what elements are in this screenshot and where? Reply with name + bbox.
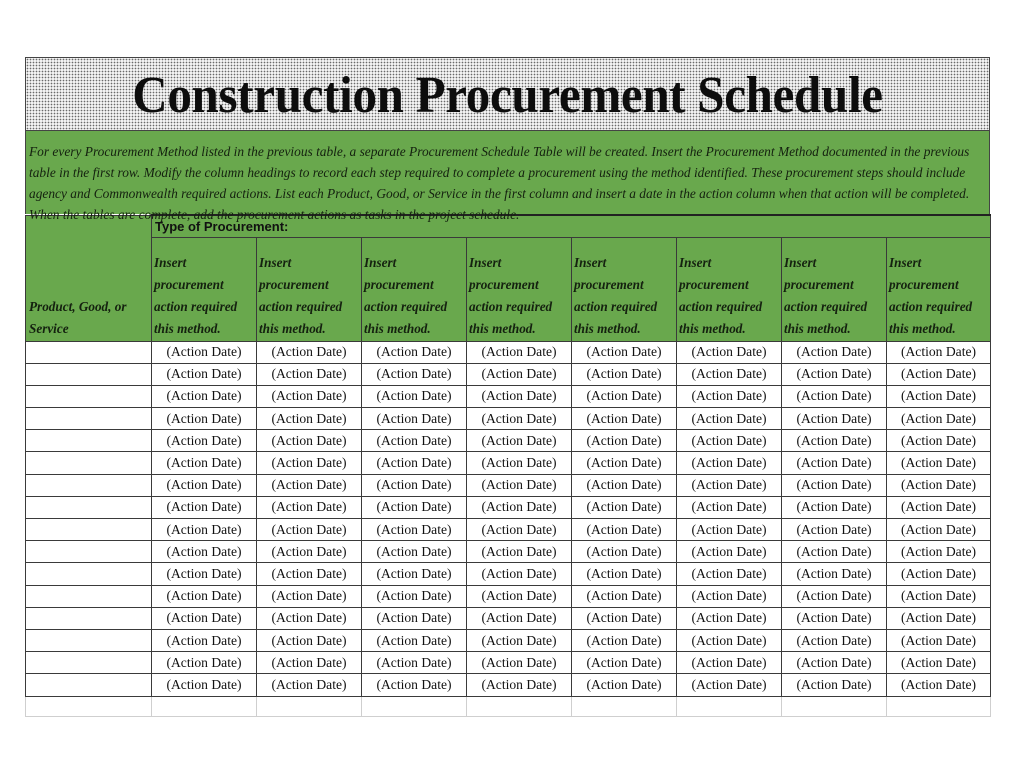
blank-cell[interactable]: [677, 696, 782, 716]
action-date-cell[interactable]: (Action Date): [467, 363, 572, 385]
action-date-cell[interactable]: (Action Date): [572, 430, 677, 452]
schedule-sheet: [25, 57, 990, 717]
action-date-cell[interactable]: (Action Date): [887, 563, 991, 585]
product-cell[interactable]: [26, 607, 152, 629]
table-row: [26, 585, 991, 607]
action-date-cell[interactable]: (Action Date): [887, 363, 991, 385]
table-row: [26, 607, 991, 629]
action-date-cell[interactable]: (Action Date): [677, 430, 782, 452]
product-cell[interactable]: [26, 674, 152, 696]
table-row: [26, 652, 991, 674]
action-date-cell[interactable]: (Action Date): [887, 385, 991, 407]
action-date-cell[interactable]: (Action Date): [782, 430, 887, 452]
action-date-cell[interactable]: (Action Date): [677, 519, 782, 541]
action-date-cell[interactable]: (Action Date): [362, 385, 467, 407]
product-cell[interactable]: [26, 541, 152, 563]
action-date-cell[interactable]: (Action Date): [887, 430, 991, 452]
action-date-cell[interactable]: (Action Date): [152, 585, 257, 607]
action-date-cell[interactable]: (Action Date): [572, 652, 677, 674]
action-date-cell[interactable]: (Action Date): [257, 430, 362, 452]
blank-cell[interactable]: [26, 696, 152, 716]
action-date-cell[interactable]: (Action Date): [677, 652, 782, 674]
action-date-cell[interactable]: (Action Date): [572, 496, 677, 518]
action-date-cell[interactable]: (Action Date): [257, 341, 362, 363]
table-row: [26, 385, 991, 407]
action-date-cell[interactable]: (Action Date): [152, 519, 257, 541]
action-date-cell[interactable]: (Action Date): [677, 629, 782, 651]
action-date-cell[interactable]: (Action Date): [152, 385, 257, 407]
product-cell[interactable]: [26, 519, 152, 541]
action-date-cell[interactable]: (Action Date): [677, 674, 782, 696]
action-date-cell[interactable]: (Action Date): [467, 452, 572, 474]
table-row: [26, 474, 991, 496]
action-column-header-text: Insert procurement action required this method.: [574, 254, 658, 336]
blank-row: [26, 696, 991, 716]
blank-cell[interactable]: [572, 696, 677, 716]
product-cell[interactable]: [26, 430, 152, 452]
action-date-cell[interactable]: (Action Date): [572, 519, 677, 541]
action-date-cell[interactable]: (Action Date): [572, 541, 677, 563]
product-column-header[interactable]: [26, 215, 152, 341]
action-date-cell[interactable]: (Action Date): [677, 607, 782, 629]
action-date-cell[interactable]: (Action Date): [362, 452, 467, 474]
action-column-header-text: Insert procurement action required this method.: [784, 254, 868, 336]
action-date-cell[interactable]: (Action Date): [257, 519, 362, 541]
blank-cell[interactable]: [887, 696, 991, 716]
action-column-header-text: Insert procurement action required this method.: [469, 254, 553, 336]
action-column-header[interactable]: [257, 237, 362, 341]
action-date-cell[interactable]: (Action Date): [887, 585, 991, 607]
action-date-cell[interactable]: (Action Date): [257, 585, 362, 607]
action-date-cell[interactable]: (Action Date): [257, 652, 362, 674]
table-row: [26, 541, 991, 563]
action-date-cell[interactable]: (Action Date): [257, 474, 362, 496]
action-column-header-text: Insert procurement action required this method.: [154, 254, 238, 336]
action-date-cell[interactable]: (Action Date): [782, 519, 887, 541]
action-date-cell[interactable]: (Action Date): [467, 519, 572, 541]
product-cell[interactable]: [26, 474, 152, 496]
action-date-cell[interactable]: (Action Date): [572, 363, 677, 385]
page-title: Construction Procurement Schedule: [132, 65, 883, 123]
product-cell[interactable]: [26, 363, 152, 385]
action-date-cell[interactable]: (Action Date): [572, 585, 677, 607]
blank-cell[interactable]: [782, 696, 887, 716]
action-date-cell[interactable]: (Action Date): [152, 563, 257, 585]
title-band: [25, 57, 990, 131]
action-date-cell[interactable]: (Action Date): [152, 452, 257, 474]
action-column-header[interactable]: [572, 237, 677, 341]
action-date-cell[interactable]: (Action Date): [257, 674, 362, 696]
action-date-cell[interactable]: (Action Date): [362, 363, 467, 385]
action-date-cell[interactable]: (Action Date): [887, 452, 991, 474]
action-date-cell[interactable]: (Action Date): [677, 385, 782, 407]
action-date-cell[interactable]: (Action Date): [572, 408, 677, 430]
action-date-cell[interactable]: (Action Date): [677, 585, 782, 607]
action-date-cell[interactable]: (Action Date): [467, 585, 572, 607]
action-date-cell[interactable]: (Action Date): [362, 652, 467, 674]
action-date-cell[interactable]: (Action Date): [887, 607, 991, 629]
action-date-cell[interactable]: (Action Date): [257, 385, 362, 407]
product-cell[interactable]: [26, 652, 152, 674]
action-date-cell[interactable]: (Action Date): [152, 408, 257, 430]
action-date-cell[interactable]: (Action Date): [677, 408, 782, 430]
action-date-cell[interactable]: (Action Date): [677, 563, 782, 585]
action-date-cell[interactable]: (Action Date): [257, 496, 362, 518]
action-date-cell[interactable]: (Action Date): [677, 341, 782, 363]
table-row: [26, 496, 991, 518]
product-cell[interactable]: [26, 341, 152, 363]
blank-cell[interactable]: [362, 696, 467, 716]
action-date-cell[interactable]: (Action Date): [362, 563, 467, 585]
action-date-cell[interactable]: (Action Date): [362, 541, 467, 563]
product-cell[interactable]: [26, 408, 152, 430]
table-row: [26, 629, 991, 651]
action-date-cell[interactable]: (Action Date): [467, 385, 572, 407]
action-date-cell[interactable]: (Action Date): [257, 408, 362, 430]
action-date-cell[interactable]: (Action Date): [677, 452, 782, 474]
action-date-cell[interactable]: (Action Date): [572, 385, 677, 407]
action-date-cell[interactable]: (Action Date): [887, 541, 991, 563]
action-date-cell[interactable]: (Action Date): [257, 563, 362, 585]
action-date-cell[interactable]: (Action Date): [572, 674, 677, 696]
action-date-cell[interactable]: (Action Date): [467, 607, 572, 629]
product-cell[interactable]: [26, 629, 152, 651]
action-date-cell[interactable]: (Action Date): [257, 363, 362, 385]
action-date-cell[interactable]: (Action Date): [362, 629, 467, 651]
action-column-header-text: Insert procurement action required this method.: [889, 254, 973, 336]
action-date-cell[interactable]: (Action Date): [467, 541, 572, 563]
action-date-cell[interactable]: (Action Date): [572, 563, 677, 585]
table-row: [26, 563, 991, 585]
action-date-cell[interactable]: (Action Date): [572, 474, 677, 496]
action-column-header[interactable]: [362, 237, 467, 341]
action-date-cell[interactable]: (Action Date): [467, 629, 572, 651]
action-date-cell[interactable]: (Action Date): [887, 519, 991, 541]
blank-cell[interactable]: [467, 696, 572, 716]
table-row: [26, 430, 991, 452]
product-column-header-text: Product, Good, or Service: [29, 298, 127, 336]
action-date-cell[interactable]: (Action Date): [782, 341, 887, 363]
action-date-cell[interactable]: (Action Date): [362, 430, 467, 452]
action-date-cell[interactable]: (Action Date): [467, 674, 572, 696]
action-date-cell[interactable]: (Action Date): [887, 674, 991, 696]
action-date-cell[interactable]: (Action Date): [887, 408, 991, 430]
action-date-cell[interactable]: (Action Date): [152, 652, 257, 674]
action-column-header[interactable]: [677, 237, 782, 341]
action-date-cell[interactable]: (Action Date): [782, 629, 887, 651]
blank-cell[interactable]: [257, 696, 362, 716]
action-date-cell[interactable]: (Action Date): [467, 474, 572, 496]
action-date-cell[interactable]: (Action Date): [362, 607, 467, 629]
action-date-cell[interactable]: (Action Date): [677, 363, 782, 385]
action-date-cell[interactable]: (Action Date): [362, 408, 467, 430]
action-date-cell[interactable]: (Action Date): [152, 541, 257, 563]
table-row: [26, 519, 991, 541]
action-column-header-text: Insert procurement action required this method.: [259, 254, 343, 336]
action-date-cell[interactable]: (Action Date): [887, 629, 991, 651]
action-date-cell[interactable]: (Action Date): [362, 496, 467, 518]
procurement-type-label: Type of Procurement:: [155, 218, 289, 234]
action-date-cell[interactable]: (Action Date): [152, 629, 257, 651]
action-date-cell[interactable]: (Action Date): [782, 363, 887, 385]
action-date-cell[interactable]: (Action Date): [677, 474, 782, 496]
action-date-cell[interactable]: (Action Date): [677, 496, 782, 518]
action-date-cell[interactable]: (Action Date): [782, 541, 887, 563]
action-date-cell[interactable]: (Action Date): [152, 496, 257, 518]
action-date-cell[interactable]: (Action Date): [152, 363, 257, 385]
action-date-cell[interactable]: (Action Date): [362, 474, 467, 496]
action-date-cell[interactable]: (Action Date): [887, 341, 991, 363]
action-date-cell[interactable]: (Action Date): [782, 496, 887, 518]
action-column-header[interactable]: [152, 237, 257, 341]
action-date-cell[interactable]: (Action Date): [152, 430, 257, 452]
action-date-cell[interactable]: (Action Date): [782, 385, 887, 407]
action-date-cell[interactable]: (Action Date): [782, 674, 887, 696]
product-cell[interactable]: [26, 496, 152, 518]
action-date-cell[interactable]: (Action Date): [782, 452, 887, 474]
action-date-cell[interactable]: (Action Date): [887, 652, 991, 674]
action-date-cell[interactable]: (Action Date): [152, 341, 257, 363]
action-date-cell[interactable]: (Action Date): [887, 474, 991, 496]
action-date-cell[interactable]: (Action Date): [362, 585, 467, 607]
action-date-cell[interactable]: (Action Date): [467, 341, 572, 363]
action-date-cell[interactable]: (Action Date): [257, 541, 362, 563]
action-date-cell[interactable]: (Action Date): [467, 430, 572, 452]
action-column-header[interactable]: [887, 237, 991, 341]
action-date-cell[interactable]: (Action Date): [677, 541, 782, 563]
action-date-cell[interactable]: (Action Date): [572, 341, 677, 363]
table-row: [26, 408, 991, 430]
product-cell[interactable]: [26, 585, 152, 607]
action-date-cell[interactable]: (Action Date): [467, 496, 572, 518]
action-date-cell[interactable]: (Action Date): [782, 474, 887, 496]
table-row: [26, 363, 991, 385]
instructions-text: For every Procurement Method listed in the previous table, a separate Procurement Schedule Table will be created. Insert the Procurement Method documented in the previous table in the first row. Modify the column headings to record each step required to complete a procurement using the method identified. These procurement steps should include agency and Commonwealth required actions. List each Product, Good, or Service in the first column and insert a date in the action column when that action will be completed. When the tables are complete, add the procurement actions as tasks in the project schedule.: [25, 131, 990, 214]
action-date-cell[interactable]: (Action Date): [782, 408, 887, 430]
action-date-cell[interactable]: (Action Date): [887, 496, 991, 518]
table-row: [26, 452, 991, 474]
action-date-cell[interactable]: (Action Date): [467, 563, 572, 585]
action-column-header[interactable]: [467, 237, 572, 341]
product-cell[interactable]: [26, 563, 152, 585]
action-date-cell[interactable]: (Action Date): [782, 607, 887, 629]
table-row: [26, 341, 991, 363]
action-date-cell[interactable]: (Action Date): [782, 563, 887, 585]
blank-cell[interactable]: [152, 696, 257, 716]
action-date-cell[interactable]: (Action Date): [362, 341, 467, 363]
action-date-cell[interactable]: (Action Date): [572, 607, 677, 629]
action-date-cell[interactable]: (Action Date): [152, 674, 257, 696]
action-date-cell[interactable]: (Action Date): [152, 607, 257, 629]
action-date-cell[interactable]: (Action Date): [572, 629, 677, 651]
action-date-cell[interactable]: (Action Date): [257, 452, 362, 474]
procurement-type-cell[interactable]: [152, 215, 991, 237]
action-column-header[interactable]: [782, 237, 887, 341]
action-date-cell[interactable]: (Action Date): [362, 674, 467, 696]
product-cell[interactable]: [26, 452, 152, 474]
action-date-cell[interactable]: (Action Date): [467, 652, 572, 674]
action-date-cell[interactable]: (Action Date): [257, 629, 362, 651]
action-column-header-text: Insert procurement action required this method.: [679, 254, 763, 336]
action-date-cell[interactable]: (Action Date): [467, 408, 572, 430]
action-date-cell[interactable]: (Action Date): [257, 607, 362, 629]
procurement-table: [25, 214, 991, 717]
action-date-cell[interactable]: (Action Date): [572, 452, 677, 474]
action-date-cell[interactable]: (Action Date): [152, 474, 257, 496]
action-date-cell[interactable]: (Action Date): [782, 652, 887, 674]
product-cell[interactable]: [26, 385, 152, 407]
action-date-cell[interactable]: (Action Date): [362, 519, 467, 541]
table-row: [26, 674, 991, 696]
action-column-header-text: Insert procurement action required this method.: [364, 254, 448, 336]
action-date-cell[interactable]: (Action Date): [782, 585, 887, 607]
